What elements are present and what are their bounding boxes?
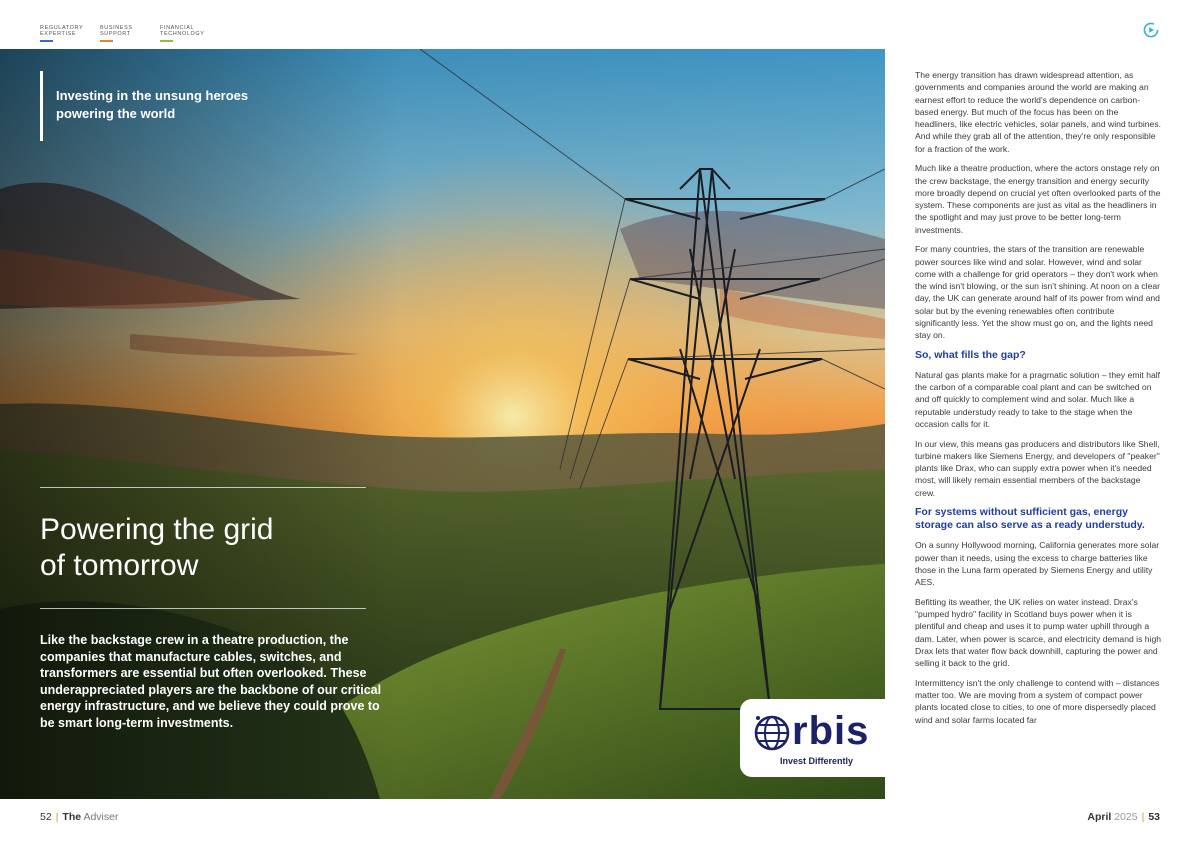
subheading: For systems without sufficient gas, energy storage can also serve as a ready understudy.: [915, 506, 1145, 532]
paragraph: Befitting its weather, the UK relies on water instead. Drax's "pumped hydro" facility in Scotland buys power when it is plentiful and cheap and uses it to pump water uphill through a dam. Later, when power is scarce, and electricity demand is high Drax lets that water flow back downhill, capturing the power and selling it back to the grid.: [915, 596, 1161, 668]
paragraph: Intermittency isn't the only challenge to contend with – distances matter too. We are moving from a system of compact power plants located close to cities, to one of more dispersedly placed wind and solar farms located far: [915, 677, 1160, 725]
article-body: [915, 69, 1161, 733]
headline: [40, 512, 380, 584]
section-label: TECHNOLOGY: [160, 31, 205, 37]
issue-year: 2025: [1114, 811, 1138, 823]
issue-month: April: [1087, 811, 1112, 823]
section-underline: [40, 40, 53, 42]
section-regulatory-expertise[interactable]: [40, 25, 86, 42]
globe-icon: [754, 715, 790, 751]
section-financial-technology[interactable]: [160, 25, 206, 42]
page-number-right: 53: [1148, 811, 1160, 823]
paragraph: In our view, this means gas producers and distributors like Shell, turbine makers like Siemens Energy, and developers of "peaker" plants like Drax, who can supply extra power when it's needed most, will likely remain essential members of the backstage crew.: [915, 438, 1160, 498]
paragraph: Natural gas plants make for a pragmatic solution – they emit half the carbon of a comparable coal plant and can be switched on and off quickly to complement wind and solar. Much like a reputable understudy ready to take to the stage when the occasion calls for it.: [915, 369, 1161, 429]
publication-the: The: [62, 811, 82, 823]
section-label: REGULATORY: [40, 25, 84, 31]
section-label: EXPERTISE: [40, 31, 77, 37]
footer-right: [1087, 811, 1160, 823]
headline-rule-bottom: [40, 608, 366, 609]
play-circle-icon[interactable]: [1143, 22, 1159, 38]
footer-divider: |: [55, 811, 59, 823]
paragraph: On a sunny Hollywood morning, California generates more solar power than it needs, using the excess to charge batteries like those in the Luna farm operated by Siemens Energy and utility AES.: [915, 540, 1160, 587]
footer-divider: |: [1141, 811, 1145, 823]
section-underline: [160, 40, 173, 42]
section-label: FINANCIAL: [160, 25, 195, 31]
section-label: SUPPORT: [100, 31, 131, 37]
headline-line-2: of tomorrow: [40, 549, 199, 582]
paragraph: Much like a theatre production, where the actors onstage rely on the crew backstage, the energy transition and energy security more broadly depend on crucial yet often overlooked parts of the system. These components are just as vital as the headliners in the spotlight and may just prove to be better long-term investments.: [915, 163, 1161, 235]
headline-line-1: Powering the grid: [40, 513, 274, 546]
section-business-support[interactable]: [100, 25, 146, 42]
section-label: BUSINESS: [100, 25, 133, 31]
subheading: So, what fills the gap?: [915, 348, 1026, 361]
publication-name: Adviser: [83, 811, 119, 823]
orbis-brand: rbis: [792, 709, 870, 753]
paragraph: The energy transition has drawn widespread attention, as governments and companies around the world are making an earnest effort to reduce the world's dependence on carbon-based energy. But much of the focus has been on the headliners, like electric vehicles, solar panels, and wind turbines. And while they grab all of the attention, they're only responsible for a fraction of the work.: [915, 70, 1162, 154]
orbis-tagline: Invest Differently: [780, 756, 854, 766]
footer-left: [40, 811, 118, 823]
paragraph: For many countries, the stars of the transition are renewable power sources like wind and solar. However, wind and solar come with a challenge for grid operators – they don't work when the wind isn't blowing, or the sun isn't shining. At noon on a clear day, the UK can generate around half of its power from wind and solar but by the evening renewables often contribute significantly less. Yet the show must go on, and the lights need stay on.: [915, 244, 1161, 340]
kicker-text: Investing in the unsung heroes powering the world: [56, 88, 249, 121]
headline-rule-top: [40, 487, 366, 488]
standfirst: Like the backstage crew in a theatre production, the companies that manufacture cables, switches, and transformers are essential but often overlooked. These underappreciated players are the backbone of our critical energy infrastructure, and we believe they could prove to be smart long-term investments.: [40, 633, 382, 730]
section-nav: [40, 25, 206, 42]
section-underline: [100, 40, 113, 42]
orbis-advert[interactable]: [740, 699, 888, 777]
kicker: [40, 71, 286, 141]
page-number-left: 52: [40, 811, 52, 823]
top-bar: [0, 0, 1200, 49]
